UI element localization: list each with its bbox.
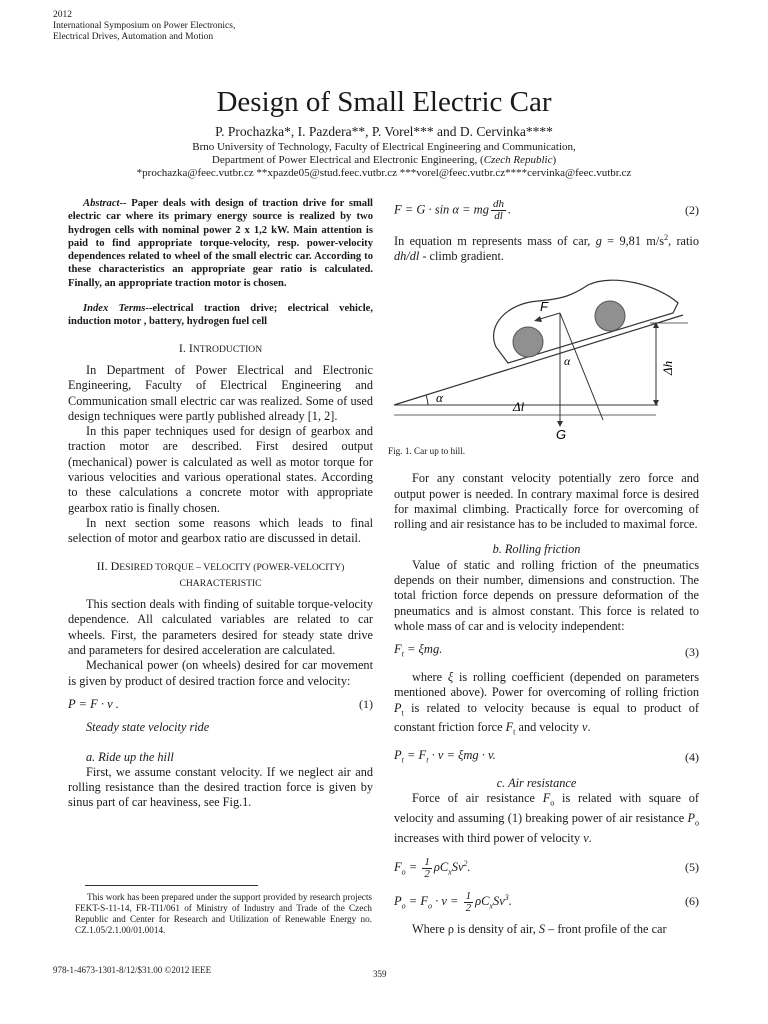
figure-1 [388,275,699,460]
footnote-divider [85,885,258,886]
section-1-heading: I. INTRODUCTION [178,340,263,355]
conference-header [53,10,235,43]
equation-2: F = G · sin α = mg $\frac{dh}{dl}$ . (2) [394,198,699,222]
footnote: This work has been prepared under the support provided by research projects FEKT-S-11-14, FR-TI1/061 of Ministry of Industry and Trade of the Czech Republic and Center for Research and Utilization of Renewable Energy no. CZ.1.05/2.1.00/01.0014. [75,892,372,935]
left-column [68,197,373,811]
equation-6: $P_o = F_o \cdot v$ = $\frac{1}{2}$ $\rho C_xSv^3$. (6) [394,889,699,914]
paragraph: For any constant velocity potentially zero force and output power is needed. In contrary maximal force is desired for maximal climbing. Practically force for overcoming of rolling and air resistance has to be included to maximal force. [394,471,699,532]
figure-1-caption: Fig. 1. Car up to hill. [388,445,466,456]
page-number: 359 [373,969,387,979]
equation-5: $F_o$ = $\frac{1}{2}$ $\rho C_xSv^2$. (5) [394,855,699,880]
paragraph: In this paper techniques used for design of gearbox and traction motor are described. First desired output (mechanical) power is calculated as well as motor torque for various velocities and various operational states. According to these calculations a concrete motor with appropriate gearbox ratio is finally chosen. [68,424,373,515]
subheading-ride-up-hill: a. Ride up the hill [86,749,174,764]
affiliation [0,141,768,180]
paragraph-mass: In equation m represents mass of car, g = 9,81 $m/s^2$, ratio dh/dl - climb gradient. [394,233,699,264]
paper-authors: P. Prochazka*, I. Pazdera**, P. Vorel*** and D. Cervinka**** [215,124,553,139]
label-alpha-force: α [564,353,571,368]
right-column [388,197,699,937]
equation-3: $F_t = \xi mg$. (3) [394,642,699,659]
car-on-hill-diagram [388,275,693,440]
isbn-copyright: 978-1-4673-1301-8/12/$31.00 ©2012 IEEE [53,965,212,975]
equation-4: $P_t = F_t \cdot v = \xi mg \cdot v$. (4) [394,748,699,765]
label-alpha-incline: α [436,389,443,405]
conference-line-2: Electrical Drives, Automation and Motion [53,32,214,42]
paper-title: Design of Small Electric Car [216,86,552,118]
paragraph: Force of air resistance $F_o$ is related with square of velocity and assuming (1) breaking power of air resistance $P_o$ increases with third power of velocity v. [394,791,699,845]
paragraph: where ξ is rolling coefficient (depended on parameters mentioned above). Power for overcoming of rolling friction $P_t$ is related to velocity because is equal to product of constant friction force $F_t$ and velocity v. [394,670,699,737]
conference-year: 2012 [53,10,72,20]
paragraph: This section deals with finding of suitable torque-velocity dependence. All calculated variables are related to car wheels. First, the parameters desired for steady state drive and parameters for desired acceleration are calculated. [68,597,373,658]
paragraph: First, we assume constant velocity. If we neglect air and rolling resistance than the desired traction force is given by sinus part of car heaviness, see Fig.1. [68,764,373,810]
label-G: G [556,426,567,440]
affiliation-line-2: Department of Power Electrical and Electronic Engineering, (Czech Republic) [211,154,557,166]
author-emails: *prochazka@feec.vutbr.cz **xpazde05@stud.feec.vutbr.cz ***vorel@feec.vutbr.cz****cervinka@feec.vutbr.cz [136,167,632,179]
label-delta-h: Δh [660,360,675,375]
index-terms: Index Terms--electrical traction drive; electrical vehicle, induction motor , battery, hydrogen fuel cell [68,303,373,328]
subheading-rolling-friction: b. Rolling friction [492,542,581,557]
section-2-heading: II. DESIRED TORQUE – VELOCITY (POWER-VELOCITY) CHARACTERISTIC [96,558,345,589]
subheading-air-resistance: c. Air resistance [496,775,577,790]
label-delta-l: Δl [513,398,525,414]
label-F: F [540,298,548,314]
paragraph: Where ρ is density of air, S – front profile of the car [412,921,667,936]
paragraph: Value of static and rolling friction of the pneumatics depends on their number, dimensions and construction. The total friction force depends on pressure deformation of the pneumatics and is almost constant. This force is related to whole mass of car and is velocity independent: [394,557,699,633]
paragraph: Mechanical power (on wheels) desired for car movement is given by product of desired traction force and velocity: [68,658,373,688]
affiliation-line-1: Brno University of Technology, Faculty of Electrical Engineering and Communication, [192,141,576,153]
equation-1: P = F · v . (1) [68,696,373,711]
paragraph: In Department of Power Electrical and Electronic Engineering, Faculty of Electrical Engineering and Communication small electric car was realized. Some of used design techniques were partly published already [1, 2]. [68,362,373,423]
conference-line-1: International Symposium on Power Electronics, [53,21,236,31]
abstract: Abstract-- Paper deals with design of traction drive for small electric car where its primary energy source is realized by two hydrogen cells with nominal power 2 x 1,2 kW. Main attention is paid to find appropriate torque-velocity, resp. power-velocity dependences related to wheel of the small electric car. According to these characteristics an appropriate gear ratio is calculated. Finally, an appropriate traction motor is chosen. [68,198,373,289]
subheading-steady-state: Steady state velocity ride [86,720,210,735]
paragraph: In next section some reasons which leads to final selection of motor and gearbox ratio are discussed in detail. [68,515,373,546]
